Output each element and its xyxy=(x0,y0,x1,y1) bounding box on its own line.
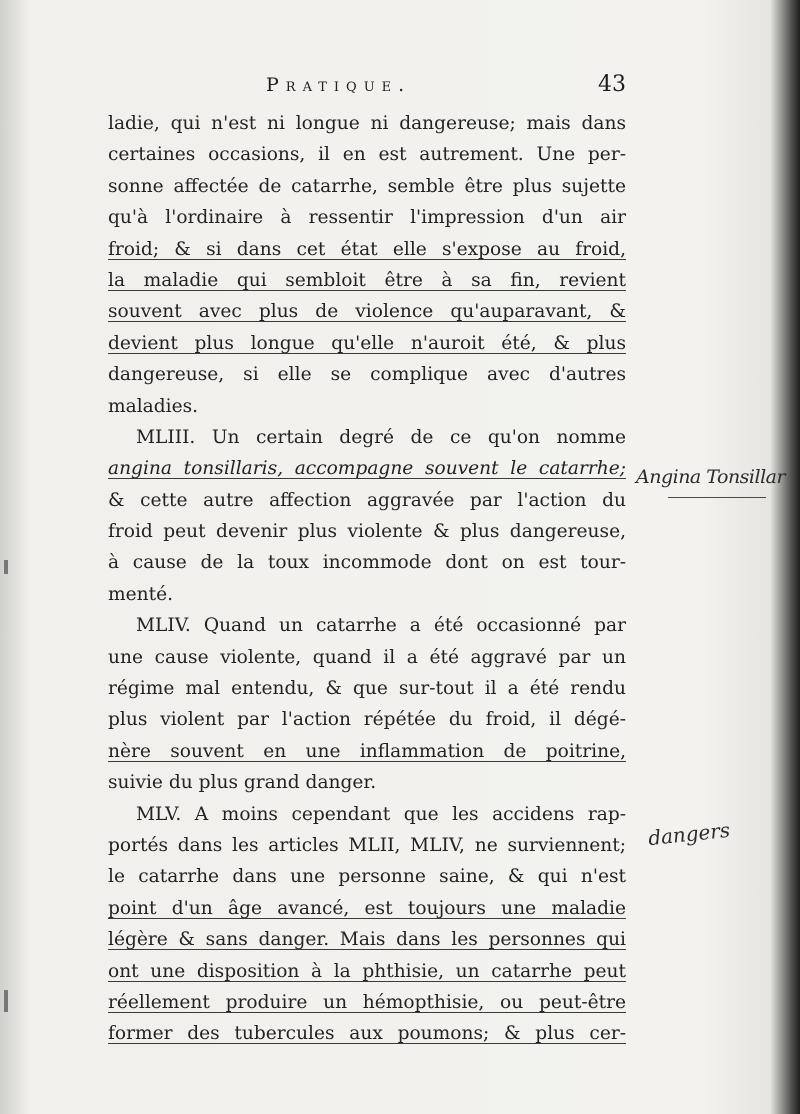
text-line-underlined: nère souvent en une inflammation de poitrine, xyxy=(108,740,626,762)
text-line: régime mal entendu, & que sur-tout il a été rendu xyxy=(108,678,626,700)
text-line-underlined: angina tonsillaris, accompagne souvent le catarrhe; xyxy=(108,458,626,480)
margin-note-angina: Angina Tonsillar xyxy=(636,466,786,488)
page-header xyxy=(266,72,626,108)
edge-mark xyxy=(4,560,8,574)
text-line-underlined: souvent avec plus de violence qu'auparavant, & xyxy=(108,301,626,323)
text-line: dangereuse, si elle se complique avec d'autres xyxy=(108,364,626,386)
paragraph-mlv: MLV. A moins cependant que les accidens rap- xyxy=(136,803,626,825)
margin-note-dangers: dangers xyxy=(646,817,732,851)
text-line: & cette autre affection aggravée par l'action du xyxy=(108,489,626,511)
margin-note-rule xyxy=(668,497,766,498)
paragraph-mliv: MLIV. Quand un catarrhe a été occasionné par xyxy=(136,615,626,637)
text-line: menté. xyxy=(108,583,173,605)
text-line-underlined: légère & sans danger. Mais dans les personnes qui xyxy=(108,929,626,951)
text-line-underlined: devient plus longue qu'elle n'auroit été, & plus xyxy=(108,332,626,354)
text-line-underlined: froid; & si dans cet état elle s'expose au froid, xyxy=(108,238,626,260)
page-number: 43 xyxy=(598,72,626,97)
text-line: certaines occasions, il en est autrement. Une per- xyxy=(108,144,626,166)
text-line: ladie, qui n'est ni longue ni dangereuse; mais dans xyxy=(108,113,626,134)
text-line-underlined: réellement produire un hémopthisie, ou peut-être xyxy=(108,991,626,1013)
text-line: portés dans les articles MLII, MLIV, ne surviennent; xyxy=(108,834,626,856)
paragraph-mliii: MLIII. Un certain degré de ce qu'on nomme xyxy=(136,426,626,448)
text-line-underlined: ont une disposition à la phthisie, un catarrhe peut xyxy=(108,960,626,982)
text-line: maladies. xyxy=(108,395,199,417)
text-line: qu'à l'ordinaire à ressentir l'impression d'un air xyxy=(108,207,626,229)
text-line: suivie du plus grand danger. xyxy=(108,772,377,794)
running-title: Pratique. xyxy=(266,74,412,96)
text-line: une cause violente, quand il a été aggravé par un xyxy=(108,646,626,668)
text-line: le catarrhe dans une personne saine, & qui n'est xyxy=(108,866,626,888)
edge-mark xyxy=(4,990,8,1012)
text-line-underlined: la maladie qui sembloit être à sa fin, revient xyxy=(108,269,626,291)
text-line: sonne affectée de catarrhe, semble être plus sujette xyxy=(108,175,626,197)
text-line: à cause de la toux incommode dont on est tour- xyxy=(108,552,626,574)
text-line-underlined: point d'un âge avancé, est toujours une maladie xyxy=(108,897,626,919)
text-line-underlined: former des tubercules aux poumons; & plus cer- xyxy=(108,1023,626,1045)
body-text xyxy=(108,108,626,1050)
text-line: froid peut devenir plus violente & plus dangereuse, xyxy=(108,521,626,543)
text-line: plus violent par l'action répétée du froid, il dégé- xyxy=(108,709,626,731)
